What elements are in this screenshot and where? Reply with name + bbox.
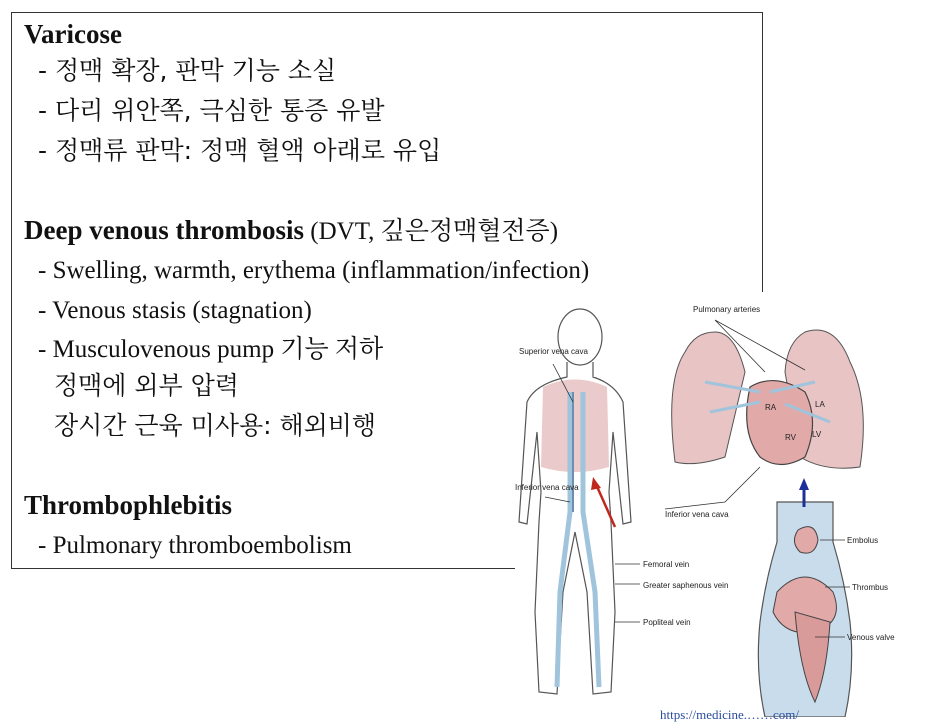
dvt-item-5: 장시간 근육 미사용: 해외비행 <box>54 411 377 440</box>
label-venous-valve: Venous valve <box>847 633 895 642</box>
dvt-item-4: 정맥에 외부 압력 <box>54 371 239 400</box>
varicose-item-1: - 정맥 확장, 판막 기능 소실 <box>38 56 337 85</box>
label-rv: RV <box>785 433 796 442</box>
thrombophlebitis-item-1: - Pulmonary thromboembolism <box>38 532 352 559</box>
thrombophlebitis-heading: Thrombophlebitis <box>24 490 233 520</box>
source-url[interactable]: https://medicine.……com/ <box>660 707 800 722</box>
label-inferior-vena-cava-body: Inferior vena cava <box>515 483 579 492</box>
dvt-heading-row <box>24 215 558 247</box>
anatomy-drawing <box>515 292 927 717</box>
dvt-heading-suffix: (DVT, 깊은정맥혈전증) <box>310 218 559 245</box>
label-lv: LV <box>812 430 822 439</box>
vein-closeup <box>758 478 851 717</box>
varicose-heading: Varicose <box>24 19 122 49</box>
label-embolus: Embolus <box>847 536 879 545</box>
dvt-item-1: - Swelling, warmth, erythema (inflammation/infection) <box>38 257 590 284</box>
label-greater-saphenous-vein: Greater saphenous vein <box>643 581 729 590</box>
label-popliteal-vein: Popliteal vein <box>643 618 691 627</box>
heart-lungs <box>672 330 864 468</box>
dvt-heading: Deep venous thrombosis <box>24 215 305 245</box>
embolus-shape <box>794 527 818 553</box>
dvt-item-2: - Venous stasis (stagnation) <box>38 297 312 324</box>
label-femoral-vein: Femoral vein <box>643 560 690 569</box>
label-ra: RA <box>765 403 777 412</box>
label-superior-vena-cava: Superior vena cava <box>519 347 588 356</box>
varicose-item-3: - 정맥류 판막: 정맥 혈액 아래로 유입 <box>38 136 442 165</box>
label-la: LA <box>815 400 825 409</box>
body-figure <box>519 309 631 694</box>
label-pulmonary-arteries: Pulmonary arteries <box>693 305 761 314</box>
body-lungs <box>541 380 609 473</box>
dvt-illustration <box>515 292 927 717</box>
varicose-item-2: - 다리 위안쪽, 극심한 통증 유발 <box>38 96 385 125</box>
label-thrombus: Thrombus <box>852 583 889 592</box>
red-arrow <box>595 482 615 527</box>
label-inferior-vena-cava-heart: Inferior vena cava <box>665 510 729 519</box>
dvt-item-3: - Musculovenous pump 기능 저하 <box>38 336 384 363</box>
